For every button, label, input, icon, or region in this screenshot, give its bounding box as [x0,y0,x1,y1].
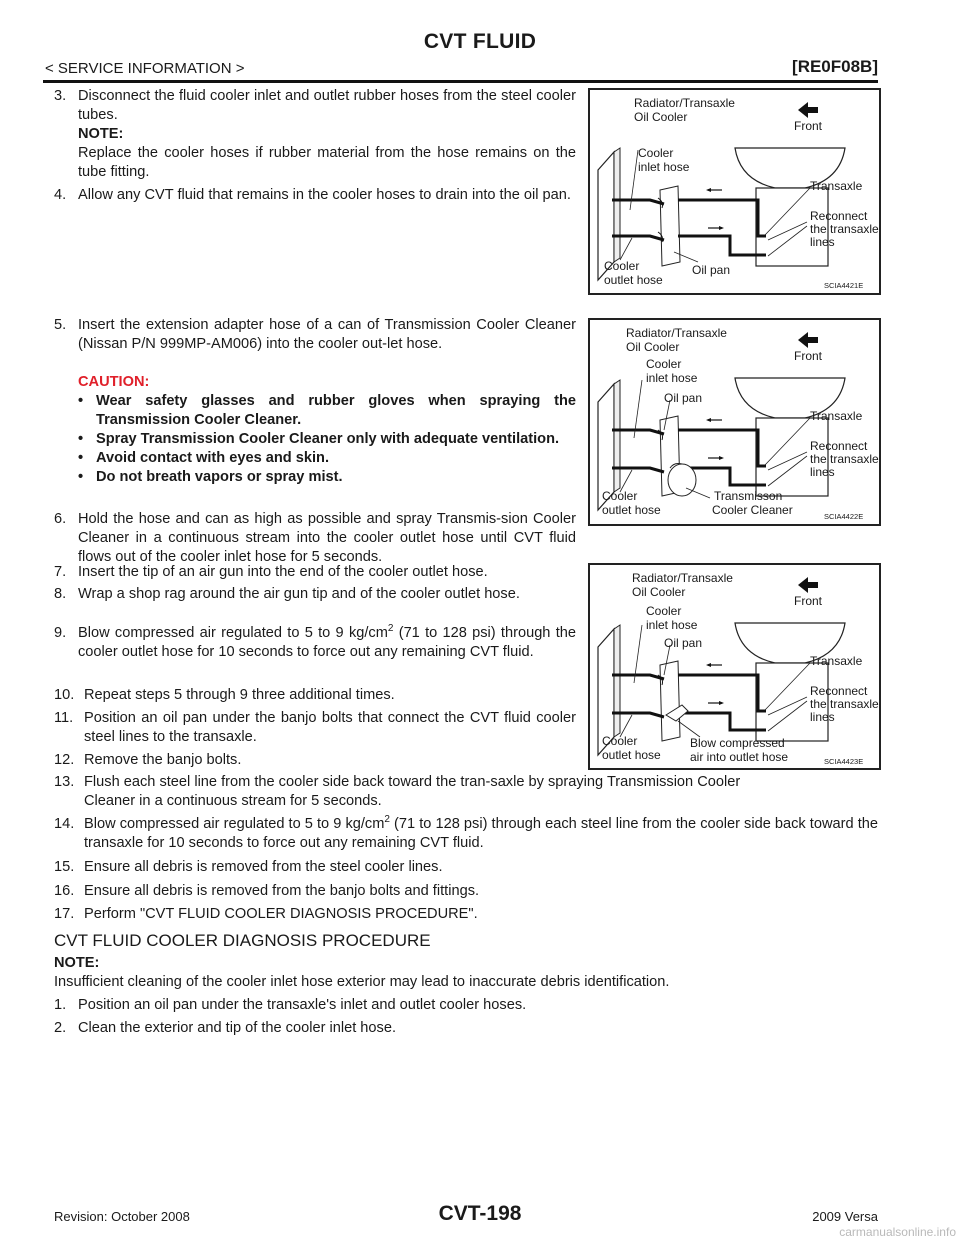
header-rule [43,80,878,83]
step-number: 3. [54,88,67,104]
figure-cooler-cleaner [588,318,881,526]
label-blow-air: air into outlet hose [690,750,789,764]
label-outlet-hose: Cooler [604,259,640,273]
label-radiator: Radiator/Transaxle [634,96,735,110]
label-radiator: Radiator/Transaxle [632,571,733,585]
page-number: CVT-198 [438,1202,522,1225]
step-number: 5. [54,317,67,333]
front-arrow-icon [798,332,818,348]
label-radiator: Oil Cooler [632,585,686,599]
label-reconnect: Reconnect [810,209,868,223]
front-arrow-icon [798,102,818,118]
front-arrow-icon [798,577,818,593]
step-text: Repeat steps 5 through 9 three additional times. [84,687,395,703]
label-inlet-hose: Cooler [646,604,682,618]
label-front: Front [794,594,823,608]
label-inlet-hose: inlet hose [646,371,698,385]
label-radiator: Oil Cooler [634,110,688,124]
step-number: 9. [54,625,67,641]
label-outlet-hose: Cooler [602,489,638,503]
label-outlet-hose: Cooler [602,734,638,748]
step-4 [54,186,576,205]
flow-arrow-head [706,188,711,192]
flow-arrow-head [719,226,724,230]
step-number: 2. [54,1020,67,1036]
label-inlet-hose: inlet hose [646,618,698,632]
step-15 [54,858,878,877]
figure-cooler-hoses [588,88,881,295]
step-7 [54,563,576,582]
step-text: Blow compressed air regulated to 5 to 9 $kg/cm^2$ (71 to 128 psi) through each steel line from the cooler side back toward the transaxle for 10 seconds to force out any remaining CVT fluid. [84,814,878,851]
step-text: Ensure all debris is removed from the steel cooler lines. [84,859,443,875]
label-transaxle: Transaxle [810,409,863,423]
cleaner-can-shape [668,464,696,496]
caution-item: • Avoid contact with eyes and skin. [78,450,330,466]
figure-drawing [590,320,879,524]
figure-blow-air [588,563,881,770]
step-number: 8. [54,586,67,602]
note-text: Insufficient cleaning of the cooler inlet hose exterior may lead to inaccurate debris identification. [54,974,670,990]
step-text: Disconnect the fluid cooler inlet and outlet rubber hoses from the steel cooler tubes. [78,88,576,123]
bullet-glyph: • [78,393,84,409]
label-oil-pan: Oil pan [664,636,703,650]
footer-model: 2009 Versa [812,1209,878,1224]
step-number: 17. [54,906,75,922]
figure-drawing [590,90,879,293]
step-5 [54,316,576,354]
label-reconnect: lines [810,710,835,724]
label-blow-air: Blow compressed [690,736,785,750]
label-reconnect: the transaxle [810,452,879,466]
step-text: Allow any CVT fluid that remains in the cooler hoses to drain into the oil pan. [78,187,571,203]
step-text: Flush each steel line from the cooler side back toward the tran-saxle by spraying Transmission Cooler Cleaner in a continuous stream for 5 seconds. [84,774,741,809]
label-reconnect: lines [810,235,835,249]
step-number: 6. [54,511,67,527]
step-text: Perform "CVT FLUID COOLER DIAGNOSIS PROCEDURE". [84,906,478,922]
step-text: Hold the hose and can as high as possible and spray Transmis-sion Cooler Cleaner in a continuous stream into the cooler outlet hose until CVT fluid flows out of the cooler inlet hose for 5 seconds. [78,511,576,565]
step-14 [54,815,878,853]
label-inlet-hose: inlet hose [638,160,690,174]
step-number: 4. [54,187,67,203]
section-label: < SERVICE INFORMATION > [45,60,245,77]
step-text: Remove the banjo bolts. [84,752,242,768]
label-reconnect: the transaxle [810,697,879,711]
label-cleaner: Transmisson [714,489,783,503]
step-text: Position an oil pan under the banjo bolts that connect the CVT fluid cooler steel lines to the transaxle. [84,710,576,745]
label-cleaner: Cooler Cleaner [712,503,793,517]
label-reconnect: lines [810,465,835,479]
caution-label: CAUTION: [78,374,150,390]
label-reconnect: Reconnect [810,684,868,698]
figure-drawing [590,565,879,768]
section-heading: CVT FLUID COOLER DIAGNOSIS PROCEDURE [54,931,431,950]
step-17 [54,905,878,924]
step-8 [54,585,576,604]
caution-item: • Spray Transmission Cooler Cleaner only with adequate ventilation. [78,431,560,447]
label-reconnect: Reconnect [810,439,868,453]
diag-step-2 [54,1019,878,1038]
step-3 [54,87,576,125]
step-number: 1. [54,997,67,1013]
label-transaxle: Transaxle [810,179,863,193]
step-text: Ensure all debris is removed from the banjo bolts and fittings. [84,883,480,899]
figure-id: SCIA4423E [824,757,864,766]
label-outlet-hose: outlet hose [602,748,661,762]
label-oil-pan: Oil pan [664,391,703,405]
bullet-glyph: • [78,450,84,466]
step-number: 11. [54,710,74,726]
step-number: 14. [54,816,75,832]
note-label: NOTE: [78,126,124,142]
watermark-text: carmanualsonline.info [839,1225,956,1239]
label-inlet-hose: Cooler [646,357,682,371]
label-outlet-hose: outlet hose [604,273,663,287]
bullet-glyph: • [78,469,84,485]
step-number: 12. [54,752,75,768]
steel-line-upper [678,200,766,236]
step-text: Insert the tip of an air gun into the end of the cooler outlet hose. [78,564,488,580]
label-oil-pan: Oil pan [692,263,731,277]
step-number: 13. [54,774,75,790]
step-12 [54,751,576,770]
step-16 [54,882,878,901]
steel-line-lower [678,236,766,255]
label-transaxle: Transaxle [810,654,863,668]
step-6 [54,510,604,567]
step-number: 10. [54,687,75,703]
figure-id: SCIA4422E [824,512,864,521]
bullet-glyph: • [78,431,84,447]
label-front: Front [794,349,823,363]
step-number: 15. [54,859,75,875]
footer-revision: Revision: October 2008 [54,1209,190,1224]
step-number: 16. [54,883,75,899]
step-11 [54,709,576,747]
step-13 [54,773,754,811]
step-text: Position an oil pan under the transaxle's inlet and outlet cooler hoses. [78,997,527,1013]
oil-pan-shape [660,186,680,266]
label-radiator: Radiator/Transaxle [626,326,727,340]
step-9 [54,624,576,662]
caution-item: • Do not breath vapors or spray mist. [78,469,343,485]
step-number: 7. [54,564,67,580]
caution-list [78,392,576,487]
step-10 [54,686,576,705]
note-text: Replace the cooler hoses if rubber material from the hose remains on the tube fitting. [78,145,576,180]
label-radiator: Oil Cooler [626,340,680,354]
label-outlet-hose: outlet hose [602,503,661,517]
step-text: Blow compressed air regulated to 5 to 9 $kg/cm^2$ (71 to 128 psi) through the cooler outlet hose for 10 seconds to force out any remaining CVT fluid. [78,623,576,660]
label-inlet-hose: Cooler [638,146,674,160]
model-code: [RE0F08B] [792,57,878,76]
caution-item: • Wear safety glasses and rubber gloves when spraying the Transmission Cooler Cleaner. [78,393,576,428]
diag-step-1 [54,996,878,1015]
label-reconnect: the transaxle [810,222,879,236]
step-text: Wrap a shop rag around the air gun tip and of the cooler outlet hose. [78,586,520,602]
step-text: Clean the exterior and tip of the cooler inlet hose. [78,1020,397,1036]
note-label: NOTE: [54,955,100,971]
label-front: Front [794,119,823,133]
figure-id: SCIA4421E [824,281,864,290]
step-text: Insert the extension adapter hose of a can of Transmission Cooler Cleaner (Nissan P/N 999MP-AM006) into the cooler out-let hose. [78,317,576,352]
page-title: CVT FLUID [423,30,537,53]
radiator-side [614,148,620,262]
